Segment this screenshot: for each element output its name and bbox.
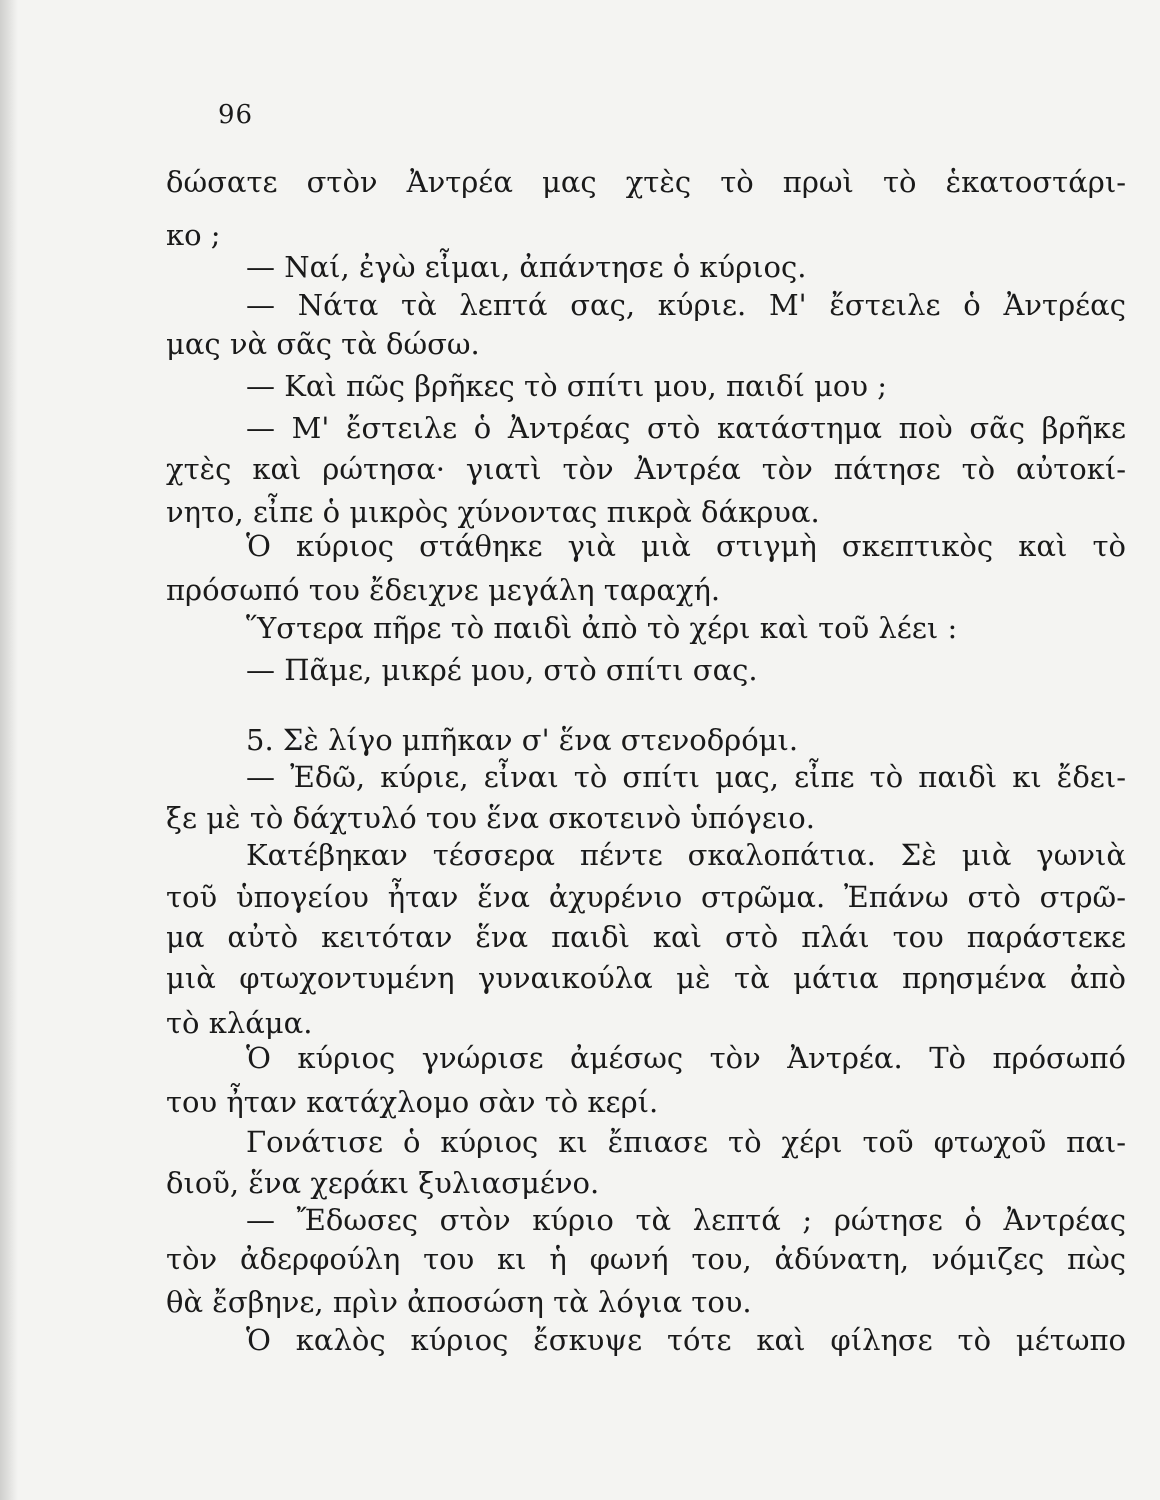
text-line: — Ναί, ἐγὼ εἶμαι, ἀπάντησε ὁ κύριος. [246,250,807,284]
text-line: τὸ κλάμα. [166,1006,313,1040]
text-line: — Ἐδῶ, κύριε, εἶναι τὸ σπίτι μας, εἶπε τὸ παιδὶ κι ἔδει- [246,760,1126,794]
text-line: του ἦταν κατάχλομο σὰν τὸ κερί. [166,1085,659,1119]
text-line: ξε μὲ τὸ δάχτυλό του ἕνα σκοτεινὸ ὑπόγειο. [166,801,815,835]
text-line: θὰ ἔσβηνε, πρὶν ἀποσώση τὰ λόγια του. [166,1285,752,1319]
text-line: νητο, εἶπε ὁ μικρὸς χύνοντας πικρὰ δάκρυα. [166,495,820,529]
text-line: κο ; [166,218,221,252]
text-line: — Ἔδωσες στὸν κύριο τὰ λεπτά ; ρώτησε ὁ Ἀντρέας [246,1203,1126,1237]
text-line: — Καὶ πῶς βρῆκες τὸ σπίτι μου, παιδί μου ; [246,369,887,403]
text-line: Ὁ καλὸς κύριος ἔσκυψε τότε καὶ φίλησε τὸ μέτωπο [246,1323,1126,1357]
text-line: πρόσωπό του ἔδειχνε μεγάλη ταραχή. [166,573,721,607]
text-line: χτὲς καὶ ρώτησα· γιατὶ τὸν Ἀντρέα τὸν πάτησε τὸ αὐτοκί- [166,452,1126,486]
text-line: Γονάτισε ὁ κύριος κι ἔπιασε τὸ χέρι τοῦ φτωχοῦ παι- [246,1125,1126,1159]
text-line: Ὕστερα πῆρε τὸ παιδὶ ἀπὸ τὸ χέρι καὶ τοῦ λέει : [246,611,958,645]
text-line: μα αὐτὸ κειτόταν ἕνα παιδὶ καὶ στὸ πλάι του παράστεκε [166,920,1126,954]
text-line: τοῦ ὑπογείου ἦταν ἕνα ἀχυρένιο στρῶμα. Ἐπάνω στὸ στρῶ- [166,880,1126,914]
text-line: τὸν ἀδερφούλη του κι ἡ φωνή του, ἀδύνατη, νόμιζες πὼς [166,1242,1126,1276]
text-line: — Πᾶμε, μικρέ μου, στὸ σπίτι σας. [246,653,758,687]
text-line: — Μ' ἔστειλε ὁ Ἀντρέας στὸ κατάστημα ποὺ σᾶς βρῆκε [246,411,1126,445]
text-line: διοῦ, ἕνα χεράκι ξυλιασμένο. [166,1166,600,1200]
text-line: Ὁ κύριος γνώρισε ἀμέσως τὸν Ἀντρέα. Τὸ πρόσωπό [246,1041,1126,1075]
text-line: — Νάτα τὰ λεπτά σας, κύριε. Μ' ἔστειλε ὁ Ἀντρέας [246,288,1126,322]
text-line: Ὁ κύριος στάθηκε γιὰ μιὰ στιγμὴ σκεπτικὸς καὶ τὸ [246,529,1126,563]
text-line: Κατέβηκαν τέσσερα πέντε σκαλοπάτια. Σὲ μιὰ γωνιὰ [246,838,1126,872]
page-number: 96 [218,100,254,130]
text-line: δώσατε στὸν Ἀντρέα μας χτὲς τὸ πρωὶ τὸ ἑκατοστάρι- [166,165,1126,199]
text-line: μας νὰ σᾶς τὰ δώσω. [166,327,480,361]
page-edge-shadow [0,0,18,1500]
section-line: 5. Σὲ λίγο μπῆκαν σ' ἕνα στενοδρόμι. [246,723,799,757]
text-line: μιὰ φτωχοντυμένη γυναικούλα μὲ τὰ μάτια πρησμένα ἀπὸ [166,961,1126,995]
